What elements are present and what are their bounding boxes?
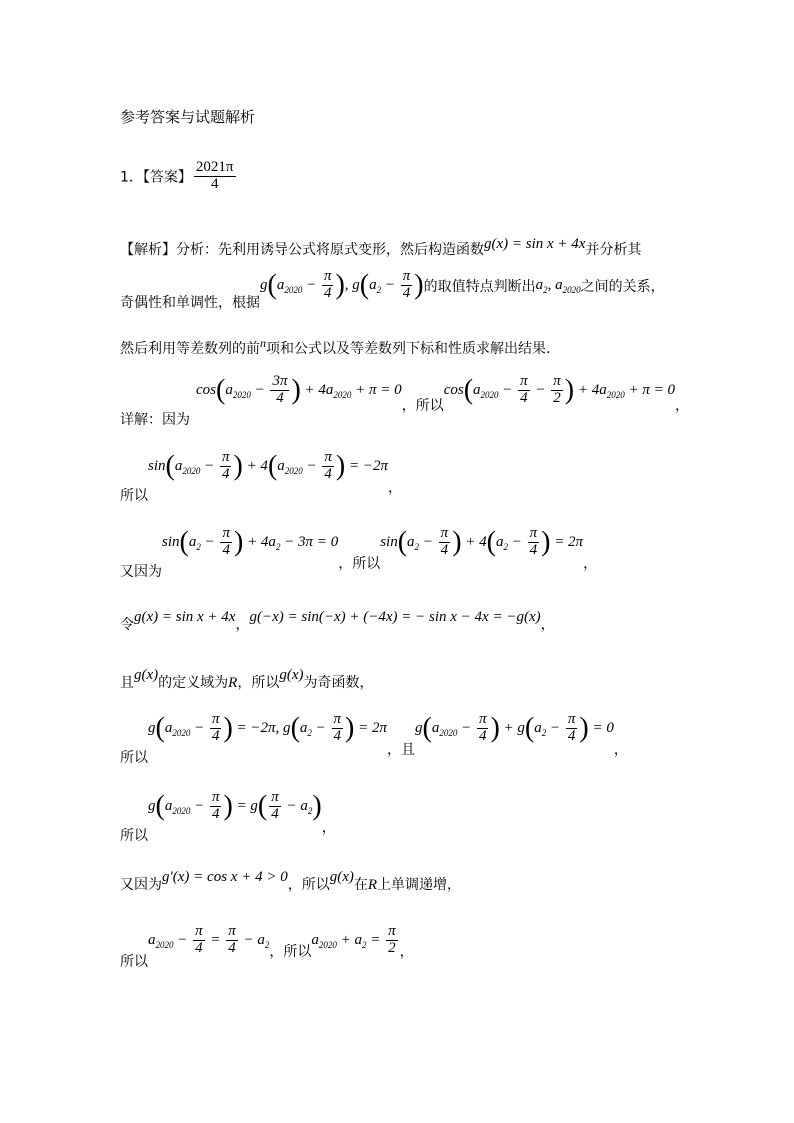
answer-label: 1．【答案】 [120,169,192,186]
page-title: 参考答案与试题解析 [120,108,256,126]
detail-line-7: 令g(x) = sin x + 4x，g(−x) = sin(−x) + (−4x) = − sin x − 4x = −g(x)， [120,609,555,633]
detail-line-12: 所以$a_{2020}$ − $\frac{\pi}{4}$ = $\frac{\pi}{4}$ − $a_2$，所以$a_{2020} + a_2$ = $\frac{\pi}{2}$ ， [120,923,414,970]
answer-fraction: $\frac{2021\pi}{4}$ [195,159,234,192]
analysis-line-3: 然后利用等差数列的前n项和公式以及等差数列下标和性质求解出结果. [120,336,551,357]
detail-line-6: 又因为$\sin(a_2$ − $\frac{\pi}{4}$ ) + $4a_2 - 3\pi = 0$，所以$\sin(a_2$ − $\frac{\pi}{4}$ ) + $4(a_2$ − $\frac{\pi}{4}$ ) = 2π， [120,525,598,580]
detail-line-10: 所以$g(a_{2020}$ − $\frac{\pi}{4}$ ) = g( $\frac{\pi}{4}$ − $a_2$)， [120,789,336,844]
detail-line-9: 所以$g(a_{2020}$ − $\frac{\pi}{4}$ ) = −2π, $g(a_2$ − $\frac{\pi}{4}$ ) = 2π，且$g(a_{2020}$ − $\frac{\pi}{4}$ ) + $g(a_2$ − $\frac{\pi}{4}$ ) = 0， [120,711,628,766]
detail-line-11: 又因为g′(x) = cos x + 4 > 0，所以g(x)在R上单调递增， [120,869,462,893]
answer-line [120,160,238,193]
analysis-line-2: 奇偶性和单调性，根据$g(a_{2020}$ − $\frac{\pi}{4}$ ), $g(a_2$ − $\frac{\pi}{4}$ )的取值特点判断出$a_2$, $a_{2020}$之间的关系， [120,268,665,311]
analysis-line-1: 【解析】分析：先利用诱导公式将原式变形，然后构造函数g(x) = sin x + 4x并分析其 [120,236,642,258]
detail-line-5: 所以$\sin(a_{2020}$ − $\frac{\pi}{4}$ ) + $4(a_{2020}$ − $\frac{\pi}{4}$ ) = −2π， [120,449,402,504]
detail-line-8: 且g(x)的定义域为R，所以g(x)为奇函数， [120,667,374,691]
detail-line-4: 详解：因为$\cos(a_{2020}$ − $\frac{3\pi}{4}$ ) + $4a_{2020} + \pi = 0$，所以$\cos(a_{2020}$ − $\frac{\pi}{4}$ − $\frac{\pi}{2}$ ) + $4a_{2020} + \pi = 0$， [120,373,690,428]
g-args-expr: $g(a_{2020}$ − $\frac{\pi}{4}$ ), $g(a_2$ − $\frac{\pi}{4}$ ) [260,268,424,302]
g-definition: g(x) = sin x + 4x [484,236,586,252]
